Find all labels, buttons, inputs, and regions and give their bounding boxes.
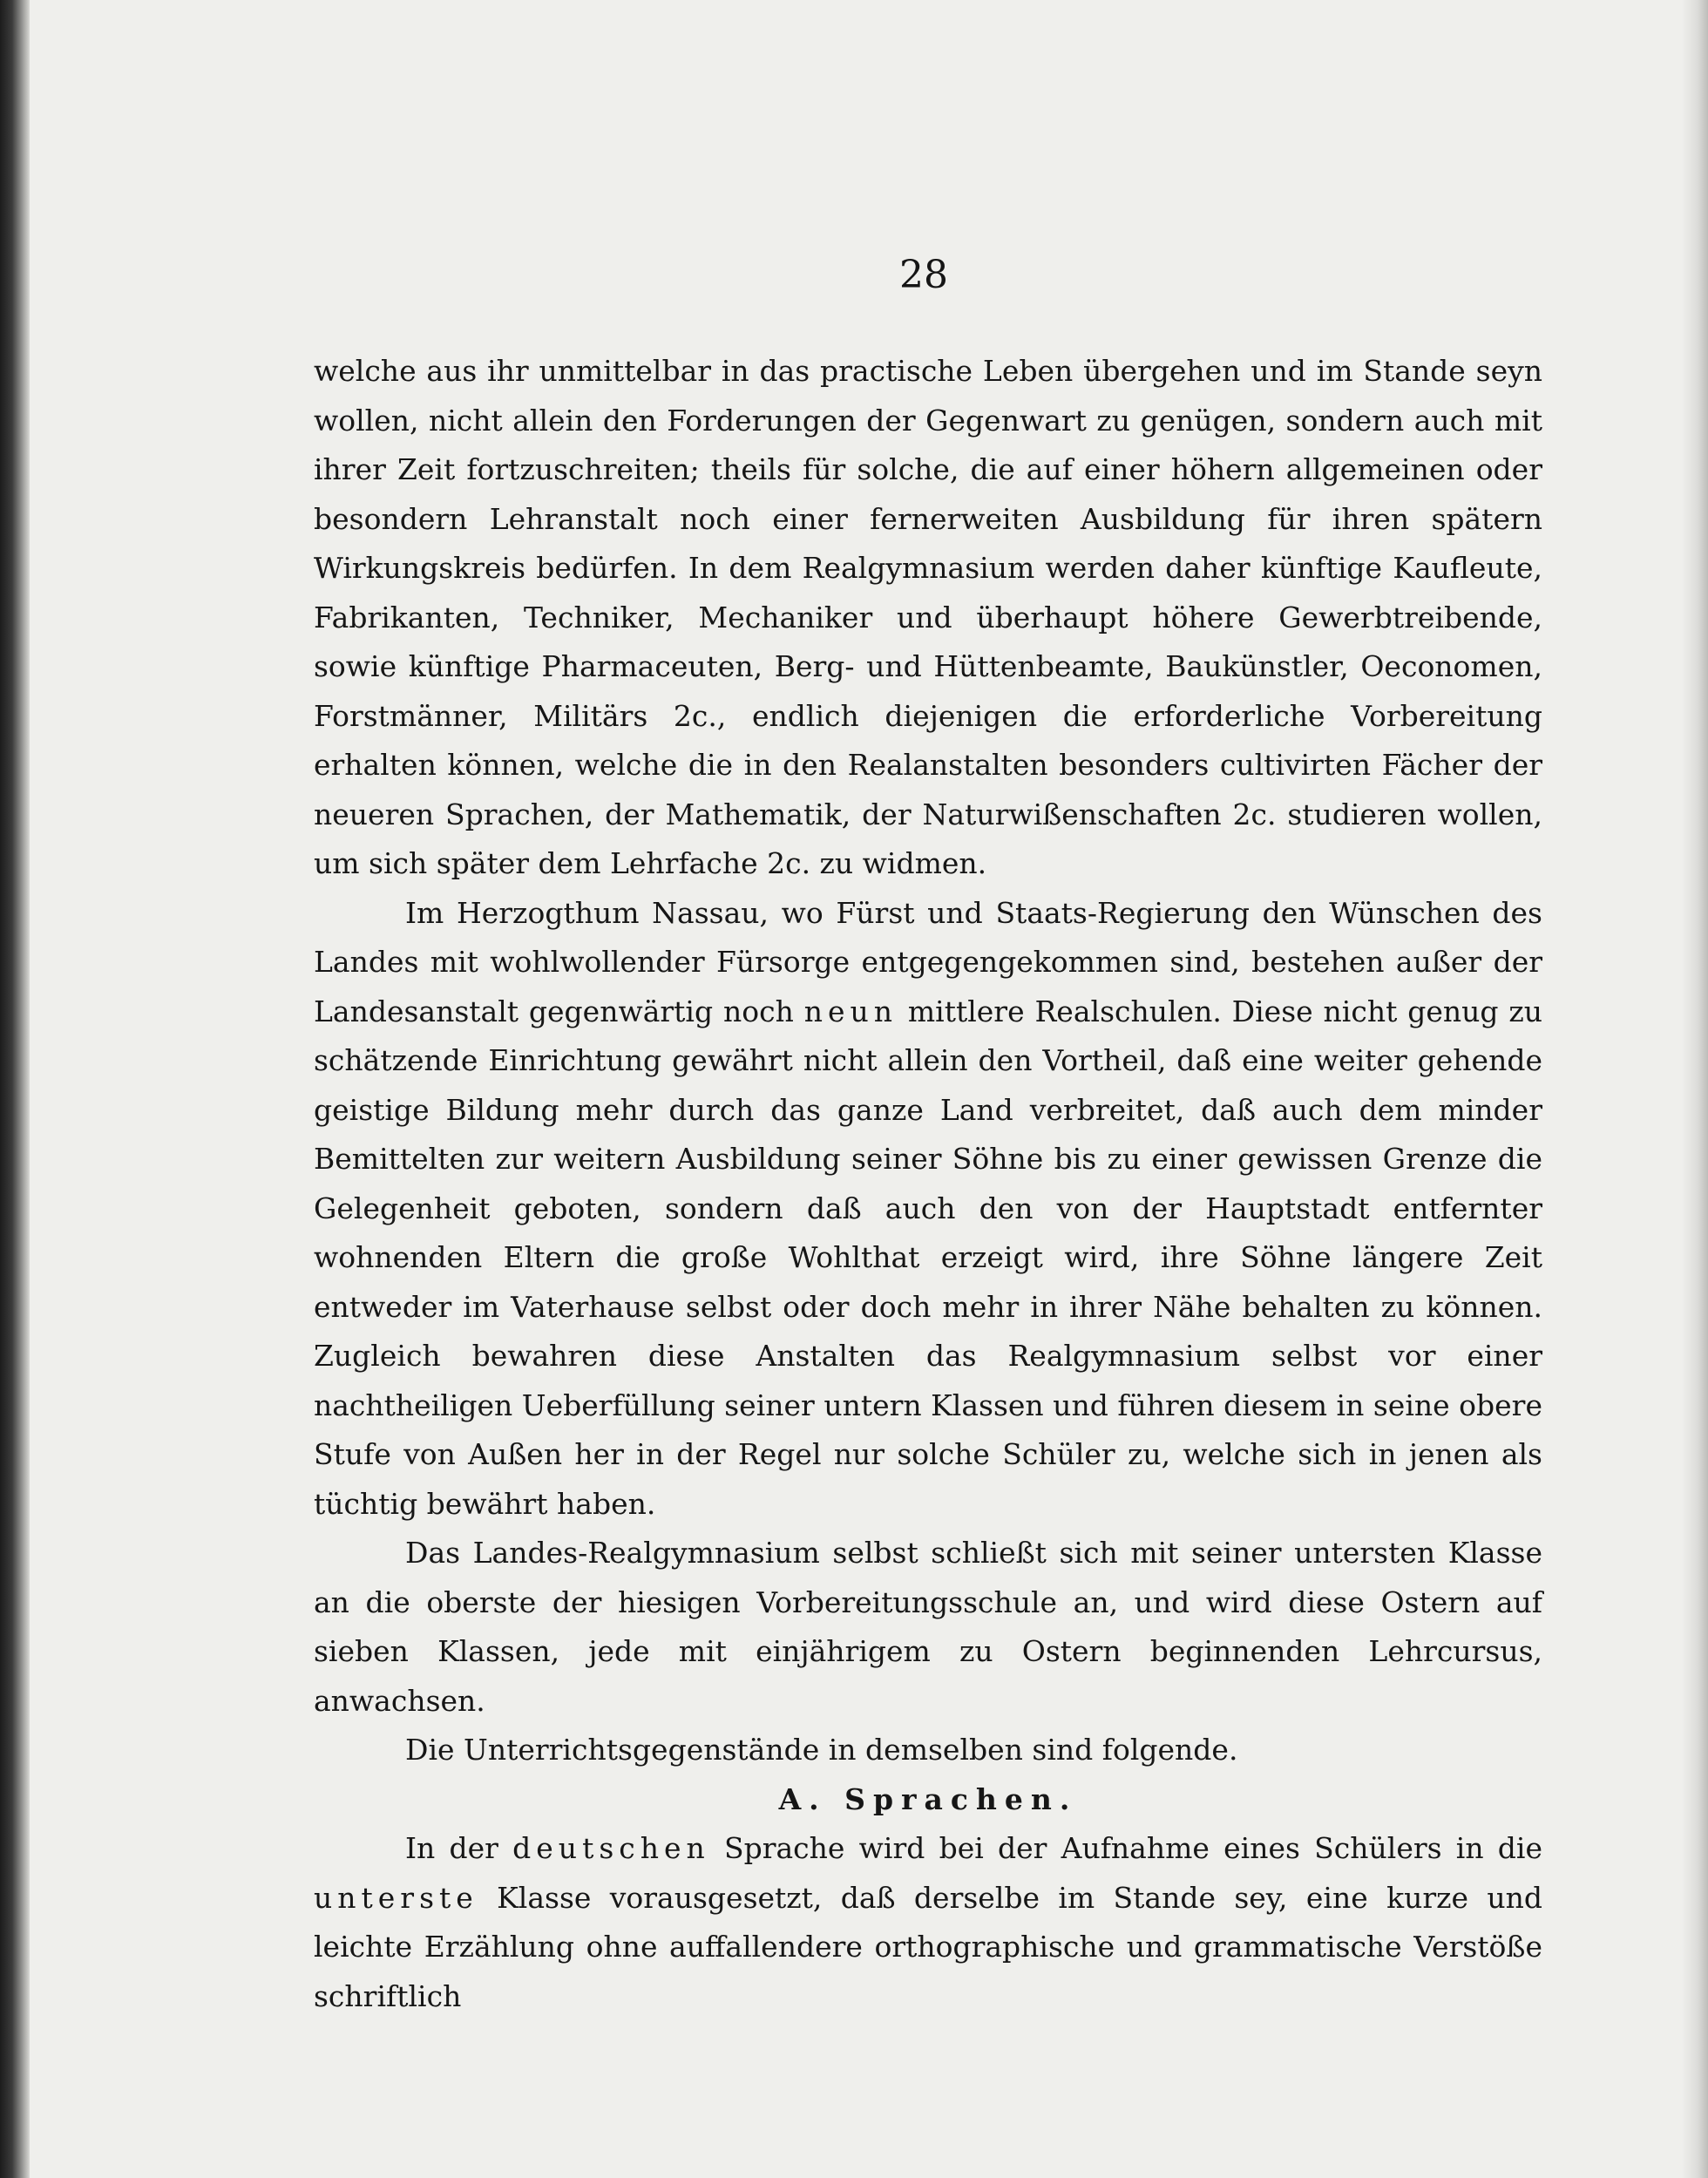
page-left-edge-shadow — [0, 0, 30, 2178]
paragraph-deutsche-sprache — [314, 1824, 1542, 2021]
emphasis-unterste: unterste — [314, 1880, 478, 1915]
final-part-2: Sprache wird bei der Aufnahme eines Schülers in die — [709, 1831, 1542, 1865]
emphasis-deutschen: deutschen — [512, 1831, 710, 1865]
paragraph-nassau-after: mittlere Realschulen. Diese nicht genug zu schätzende Einrichtung gewährt nicht allein den Vortheil, daß eine weiter gehende geistige Bildung mehr durch das ganze Land verbreitet, daß auch dem minder Bemittelten zur weitern Ausbildung seiner Söhne bis zu einer gewissen Grenze die Gelegenheit geboten, sondern daß auch den von der Hauptstadt entfernter wohnenden Eltern die große Wohlthat erzeigt wird, ihre Söhne längere Zeit entweder im Vaterhause selbst oder doch mehr in ihrer Nähe behalten zu können. Zugleich bewahren diese Anstalten das Realgymnasium selbst vor einer nachtheiligen Ueberfüllung seiner untern Klassen und führen diesem in seine obere Stufe von Außen her in der Regel nur solche Schüler zu, welche sich in jenen als tüchtig bewährt haben. — [314, 994, 1542, 1521]
paragraph-unterrichtsgegenstaende: Die Unterrichtsgegenstände in demselben sind folgende. — [405, 1733, 1238, 1767]
final-part-1: In der — [405, 1831, 513, 1865]
body-text — [314, 347, 1542, 2021]
paragraph-nassau — [314, 889, 1542, 1530]
paragraph-nassau-before: Im Herzogthum Nassau, wo Fürst und Staats-Regierung den Wünschen des Landes mit wohlwollender Fürsorge entgegengekommen sind, bestehen außer der Landesanstalt gegenwärtig noch — [314, 895, 1542, 1028]
paragraph-continuation: welche aus ihr unmittelbar in das practische Leben übergehen und im Stande seyn wollen, nicht allein den Forderungen der Gegenwart zu genügen, sondern auch mit ihrer Zeit fortzuschreiten; theils für solche, die auf einer höhern allgemeinen oder besondern Lehranstalt noch einer fernerweiten Ausbildung für ihren spätern Wirkungskreis bedürfen. In dem Realgymnasium werden daher künftige Kaufleute, Fabrikanten, Techniker, Mechaniker und überhaupt höhere Gewerbtreibende, sowie künftige Pharmaceuten, Berg- und Hüttenbeamte, Baukünstler, Oeconomen, Forstmänner, Militärs 2c., endlich diejenigen die erforderliche Vorbereitung erhalten können, welche die in den Realanstalten besonders cultivirten Fächer der neueren Sprachen, der Mathematik, der Naturwißenschaften 2c. studieren wollen, um sich später dem Lehrfache 2c. zu widmen. — [314, 354, 1542, 880]
paragraph-landes-realgymnasium: Das Landes-Realgymnasium selbst schließt sich mit seiner untersten Klasse an die oberste der hiesigen Vorbereitungsschule an, und wird diese Ostern auf sieben Klassen, jede mit einjährigem zu Ostern beginnenden Lehrcursus, anwachsen. — [314, 1536, 1542, 1718]
page-right-edge-shadow — [1682, 0, 1708, 2178]
final-part-3: Klasse vorausgesetzt, daß derselbe im Stande sey, eine kurze und leichte Erzählung ohne auffallendere orthographische und grammatische Verstöße schriftlich — [314, 1880, 1542, 2013]
page-number: 28 — [899, 253, 948, 297]
emphasis-neun: neun — [803, 994, 898, 1028]
section-heading: A. Sprachen. — [778, 1781, 1078, 1816]
